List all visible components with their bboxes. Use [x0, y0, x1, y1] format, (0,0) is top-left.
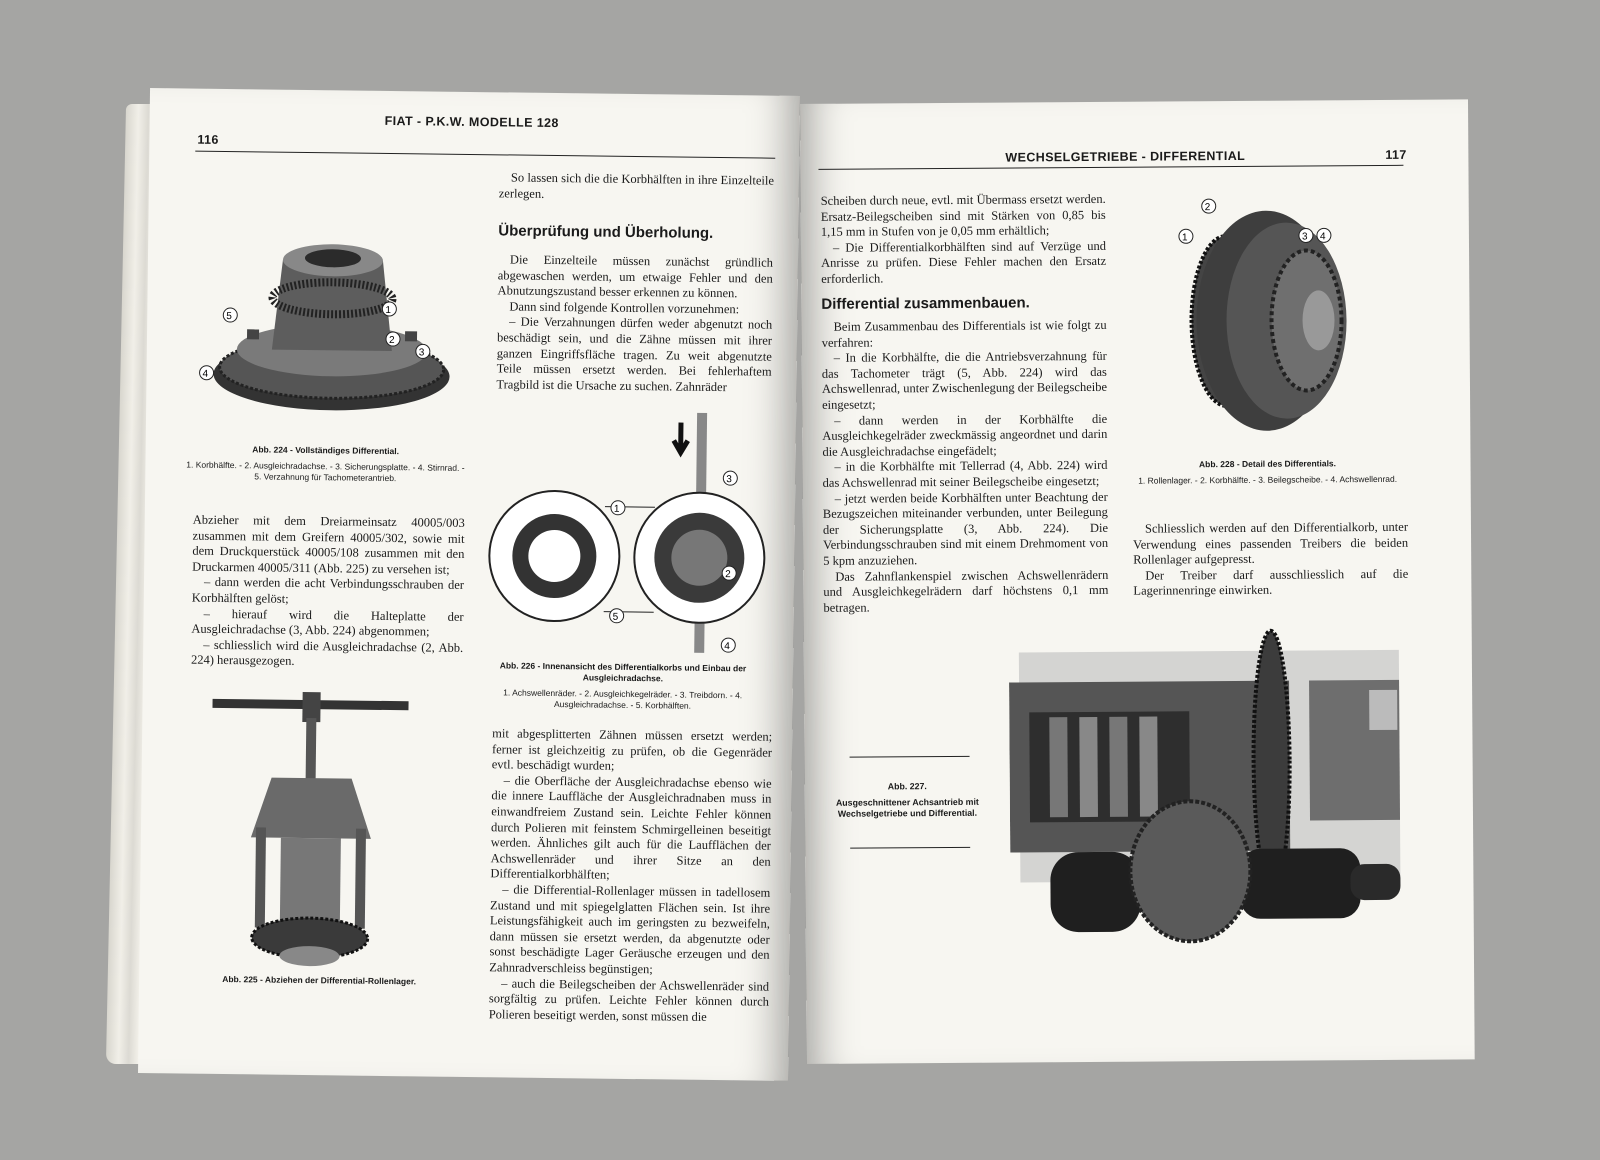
svg-text:4: 4: [724, 641, 730, 653]
figure-224-legend: 1. Korbhälfte. - 2. Ausgleichradachse. - 3. Sicherungsplatte. - 4. Stirnrad. - 5. Verzahnung für Tachometerantrieb.: [186, 459, 465, 484]
figure-225-caption: [179, 973, 459, 992]
svg-text:2: 2: [388, 334, 395, 347]
paragraph: Die Einzelteile müssen zunächst gründlich abgewaschen werden, um etwaige Fehler und den Abnutzungszustand besser erkennen zu können.: [497, 252, 774, 301]
page-number: 116: [197, 132, 219, 147]
paragraph: – dann werden die acht Verbindungsschrauben der Korbhälften gelöst;: [191, 575, 465, 606]
paragraph: Scheiben durch neue, evtl. mit Übermass ersetzt werden. Ersatz-Beilegscheiben sind mit Stärken von 0,85 bis 1,15 mm in Stufen von je 0,05 mm erhältlich;: [820, 191, 1106, 240]
svg-text:5: 5: [612, 611, 619, 623]
figure-226-caption: [472, 660, 773, 713]
right-column-1-text: [821, 192, 1107, 288]
paragraph: – Die Verzahnungen dürfen weder abgenutzt noch beschädigt sein, und die Zähne müssen mit ihrer ganzen Eingriffsfläche tragen. Zu weit abgenutzte Teile müssen ersetzt werden. Bei fehlerhaftem Tragbild ist die Ursache zu suchen. Zahnräder: [496, 314, 773, 394]
figure-227-caption: [825, 781, 990, 820]
figure-226-title: Abb. 226 - Innenansicht des Differentialkorbs und Einbau der Ausgleichradachse.: [499, 660, 747, 684]
section-heading: Überprüfung und Überholung.: [498, 222, 714, 242]
paragraph: Schliesslich werden auf den Differentialkorb, unter Verwendung eines passenden Treibers die beiden Rollenlager aufgepresst.: [1133, 519, 1409, 567]
svg-text:4: 4: [1319, 231, 1326, 243]
paragraph: – die Oberfläche der Ausgleichradachse ebenso wie die innere Lauffläche der Ausgleichradnaben muss in einwandfreiem Zustand sein. Leichte Fehler können durch Polieren mit feinstem Schmirgelleinen beseitigt werden. Ähnliches gilt auch für die Laufflächen der Achswellenräder und ihrer Sitze an den Differentialkorbhälften;: [490, 773, 772, 883]
figure-228-caption: [1127, 458, 1407, 487]
header-rule: [818, 165, 1403, 170]
left-column-2-lower-text: [489, 726, 773, 1026]
left-column-2-intro: [499, 170, 774, 205]
running-title: WECHSELGETRIEBE - DIFFERENTIAL: [1005, 148, 1246, 165]
header-rule: [195, 151, 775, 159]
left-page: [138, 88, 800, 1081]
figure-225-title: Abb. 225 - Abziehen der Differential-Rollenlager.: [222, 974, 417, 987]
figure-227-transaxle-cutaway: [1009, 620, 1422, 983]
figure-224-differential: [196, 179, 474, 442]
caption-rule-top: [850, 756, 970, 758]
left-column-2-text: [496, 252, 773, 396]
paragraph: – Die Differentialkorbhälften sind auf Verzüge und Anrisse zu prüfen. Diese Fehler machen den Ersatz erforderlich.: [821, 238, 1107, 286]
svg-text:1: 1: [1181, 232, 1188, 244]
right-column-2-text: [1133, 520, 1409, 600]
figure-224-caption: [185, 444, 465, 485]
paragraph: Abzieher mit dem Dreiarmeinsatz 40005/003 zusammen mit dem Greifern 40005/302, sowie mit dem Druckquerstück 40005/108 zusammen mit den Druckarmen 40005/311 (Abb. 225) zu versehen ist;: [192, 512, 465, 577]
figure-228-differential-detail: [1156, 190, 1388, 452]
figure-226-differential-case-interior: [473, 410, 776, 659]
svg-text:5: 5: [226, 311, 232, 323]
right-column-1-text-2: [822, 318, 1109, 616]
paragraph: – hierauf wird die Halteplatte der Ausgleichradachse (3, Abb. 224) abgenommen;: [191, 606, 464, 639]
figure-228-title: Abb. 228 - Detail des Differentials.: [1198, 458, 1337, 470]
paragraph: mit abgesplitterten Zähnen müssen ersetzt werden; ferner ist gleichzeitig zu prüfen, ob die Gegenräder evtl. beschädigt wurden;: [491, 726, 773, 773]
svg-text:3: 3: [418, 347, 425, 359]
figure-224-title: Abb. 224 - Vollständiges Differential.: [252, 444, 400, 457]
paragraph: Beim Zusammenbau des Differentials ist wie folgt zu verfahren:: [821, 317, 1107, 350]
figure-225-puller-tool: [199, 687, 423, 980]
svg-text:3: 3: [1301, 231, 1308, 243]
paragraph: – auch die Beilegscheiben der Achswellenräder sind sorgfältig zu prüfen. Leichte Fehler können durch Polieren beseitigt werden, sonst müssen die: [488, 975, 770, 1024]
svg-text:1: 1: [613, 503, 620, 515]
paragraph: – jetzt werden beide Korbhälften unter Beachtung der Bezugszeichen miteinander verbunden, unter Beilegung der Sicherungsplatte (3, Abb. 224). Die Verbindungsschrauben sind mit einem Drehmoment von 5 kpm anzuziehen.: [822, 489, 1109, 568]
paragraph: – dann werden in der Korbhälfte die Ausgleichkegelräder zweckmässig angeordnet und darin die Ausgleichradachse eingefädelt;: [822, 411, 1108, 459]
figure-226-legend: 1. Achswellenräder. - 2. Ausgleichkegelräder. - 3. Treibdorn. - 4. Ausgleichradachse. - 5. Korbhälften.: [503, 687, 743, 711]
paragraph: – in die Korbhälfte mit Tellerrad (4, Abb. 224) wird das Achswellenrad mit seiner Beilegscheibe eingesetzt;: [822, 458, 1108, 490]
paragraph: – In die Korbhälfte, die die Antriebsverzahnung für das Tachometer trägt (5, Abb. 224) wird das Achswellenrad, unter Zwischenlegung der Beilegscheibe eingesetzt;: [821, 349, 1108, 412]
paragraph: Der Treiber darf ausschliesslich auf die Lagerinnenringe einwirken.: [1133, 566, 1409, 599]
svg-text:3: 3: [726, 474, 732, 486]
paragraph: Dann sind folgende Kontrollen vorzunehmen:: [509, 299, 740, 317]
svg-text:1: 1: [385, 304, 391, 317]
paragraph: So lassen sich die die Korbhälften in ihre Einzelteile zerlegen.: [498, 170, 775, 201]
page-number: 117: [1385, 147, 1407, 162]
figure-228-legend: 1. Rollenlager. - 2. Korbhälfte. - 3. Beilegscheibe. - 4. Achswellenrad.: [1138, 473, 1398, 486]
svg-text:4: 4: [202, 368, 209, 380]
paragraph: – schliesslich wird die Ausgleichradachse (2, Abb. 224) herausgezogen.: [190, 637, 464, 669]
section-heading: Differential zusammenbauen.: [821, 294, 1030, 313]
caption-rule-bottom: [850, 847, 970, 849]
paragraph: Das Zahnflankenspiel zwischen Achswellenrädern und Ausgleichkegelrädern darf höchstens 0,1 mm betragen.: [823, 567, 1109, 615]
figure-227-legend: Ausgeschnittener Achsantrieb mit Wechselgetriebe und Differential.: [835, 796, 979, 819]
running-title: FIAT - P.K.W. MODELLE 128: [384, 113, 559, 131]
figure-227-title: Abb. 227.: [887, 781, 927, 792]
svg-text:2: 2: [725, 569, 731, 581]
svg-text:2: 2: [1204, 202, 1211, 214]
left-column-1-text: [191, 513, 465, 672]
paragraph: – die Differential-Rollenlager müssen in tadellosem Zustand und mit spiegelglatten Flächen sein. Ist ihre Leistungsfähigkeit auch im geringsten zu bezweifeln, dann müssen sie ersetzt werden, da abgenutzte oder sonst beschädigte Lager Geräusche erzeugen und den Zahnradverschleiss begünstigen;: [489, 882, 771, 977]
right-page: [800, 99, 1475, 1064]
